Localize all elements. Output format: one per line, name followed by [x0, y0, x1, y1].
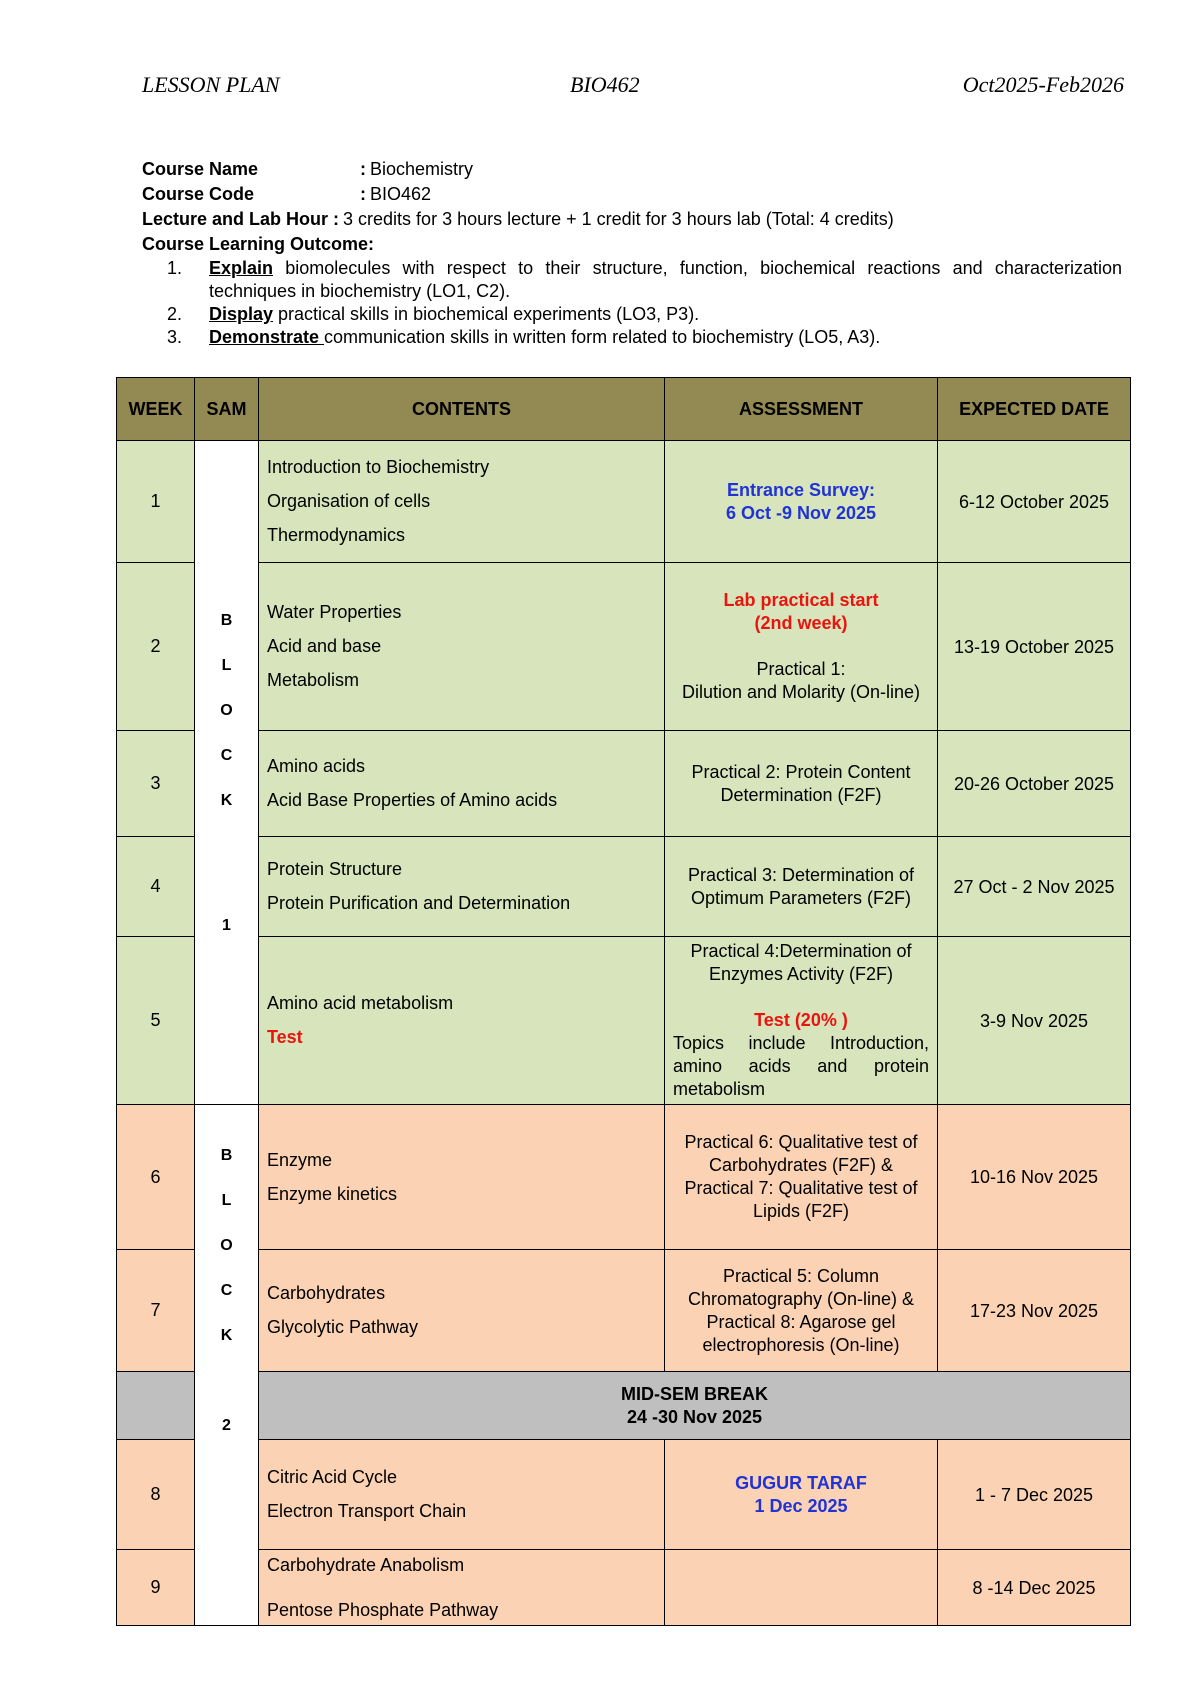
contents-cell: Water Properties Acid and base Metabolism: [259, 563, 665, 731]
table-row: [117, 937, 1131, 1105]
assessment-cell: Practical 6: Qualitative test of Carbohydrates (F2F) & Practical 7: Qualitative test of Lipids (F2F): [665, 1105, 938, 1250]
table-row: [117, 837, 1131, 937]
week-cell: 9: [117, 1550, 195, 1626]
header-left: LESSON PLAN: [142, 72, 280, 97]
assessment-cell: Practical 4:Determination of Enzymes Activity (F2F) Test (20% ) Topics include Introduction, amino acids and protein metabolism: [665, 937, 938, 1105]
week-cell: 4: [117, 837, 195, 937]
col-contents: CONTENTS: [259, 378, 665, 441]
date-cell: 17-23 Nov 2025: [938, 1250, 1131, 1372]
assessment-cell: Practical 3: Determination of Optimum Parameters (F2F): [665, 837, 938, 937]
break-cell: MID-SEM BREAK 24 -30 Nov 2025: [259, 1372, 1131, 1440]
contents-cell: Amino acid metabolism Test: [259, 937, 665, 1105]
table-row: [117, 731, 1131, 837]
course-name-value: Biochemistry: [370, 159, 474, 179]
lecture-lab-hour-label: Lecture and Lab Hour: [142, 209, 329, 229]
week-cell: 2: [117, 563, 195, 731]
course-name-label: Course Name: [142, 159, 259, 179]
table-row: [117, 441, 1131, 563]
lecture-lab-hour-value: 3 credits for 3 hours lecture + 1 credit for 3 hours lab (Total: 4 credits): [343, 209, 894, 229]
contents-cell: Carbohydrate Anabolism Pentose Phosphate Pathway: [259, 1550, 665, 1626]
date-cell: 6-12 October 2025: [938, 441, 1131, 563]
week-cell: 7: [117, 1250, 195, 1372]
date-cell: 8 -14 Dec 2025: [938, 1550, 1131, 1626]
col-expected-date: EXPECTED DATE: [938, 378, 1131, 441]
contents-cell: Citric Acid Cycle Electron Transport Chain: [259, 1440, 665, 1550]
course-code-row: Course Code : BIO462: [142, 182, 1122, 207]
assessment-cell: Lab practical start (2nd week) Practical 1: Dilution and Molarity (On-line): [665, 563, 938, 731]
col-assessment: ASSESSMENT: [665, 378, 938, 441]
week-cell: 1: [117, 441, 195, 563]
course-code-value: BIO462: [370, 184, 432, 204]
outcome-item: 3. Demonstrate communication skills in written form related to biochemistry (LO5, A3).: [167, 327, 881, 347]
clo-label: Course Learning Outcome:: [142, 234, 375, 254]
outcome-item: 2. Display practical skills in biochemical experiments (LO3, P3).: [167, 304, 700, 324]
course-info: [142, 157, 1122, 349]
table-row: [117, 563, 1131, 731]
outcome-item: 1. Explain biomolecules with respect to their structure, function, biochemical reactions and characterization techniques in biochemistry (LO1, C2).: [167, 258, 1122, 301]
col-week: WEEK: [117, 378, 195, 441]
sam-block-1: B L O C K 1: [195, 441, 259, 1105]
date-cell: 1 - 7 Dec 2025: [938, 1440, 1131, 1550]
break-row: [117, 1372, 1131, 1440]
table-row: [117, 1550, 1131, 1626]
course-code-label: Course Code: [142, 184, 255, 204]
course-name-row: Course Name : Biochemistry: [142, 157, 1122, 182]
assessment-cell: [665, 1550, 938, 1626]
contents-cell: Amino acids Acid Base Properties of Amino acids: [259, 731, 665, 837]
header-center: BIO462: [570, 72, 640, 97]
week-cell: 8: [117, 1440, 195, 1550]
lesson-plan-table: [116, 377, 1131, 1626]
assessment-cell: Practical 2: Protein Content Determination (F2F): [665, 731, 938, 837]
table-row: [117, 1250, 1131, 1372]
date-cell: 20-26 October 2025: [938, 731, 1131, 837]
date-cell: 13-19 October 2025: [938, 563, 1131, 731]
date-cell: 10-16 Nov 2025: [938, 1105, 1131, 1250]
col-sam: SAM: [195, 378, 259, 441]
week-cell: 6: [117, 1105, 195, 1250]
date-cell: 27 Oct - 2 Nov 2025: [938, 837, 1131, 937]
assessment-cell: GUGUR TARAF 1 Dec 2025: [665, 1440, 938, 1550]
date-cell: 3-9 Nov 2025: [938, 937, 1131, 1105]
week-cell: [117, 1372, 195, 1440]
sam-block-2: B L O C K 2: [195, 1105, 259, 1626]
contents-cell: Carbohydrates Glycolytic Pathway: [259, 1250, 665, 1372]
lecture-lab-hour-row: Lecture and Lab Hour : 3 credits for 3 hours lecture + 1 credit for 3 hours lab (Total: 4 credits): [142, 207, 1122, 232]
header-right: Oct2025-Feb2026: [962, 72, 1124, 97]
contents-cell: Protein Structure Protein Purification and Determination: [259, 837, 665, 937]
week-cell: 3: [117, 731, 195, 837]
assessment-cell: Entrance Survey: 6 Oct -9 Nov 2025: [665, 441, 938, 563]
week-cell: 5: [117, 937, 195, 1105]
contents-cell: Introduction to Biochemistry Organisation of cells Thermodynamics: [259, 441, 665, 563]
table-header-row: [117, 378, 1131, 441]
table-row: [117, 1105, 1131, 1250]
assessment-cell: Practical 5: Column Chromatography (On-line) & Practical 8: Agarose gel electrophoresis (On-line): [665, 1250, 938, 1372]
table-row: [117, 1440, 1131, 1550]
learning-outcomes: [142, 257, 1122, 349]
contents-cell: Enzyme Enzyme kinetics: [259, 1105, 665, 1250]
